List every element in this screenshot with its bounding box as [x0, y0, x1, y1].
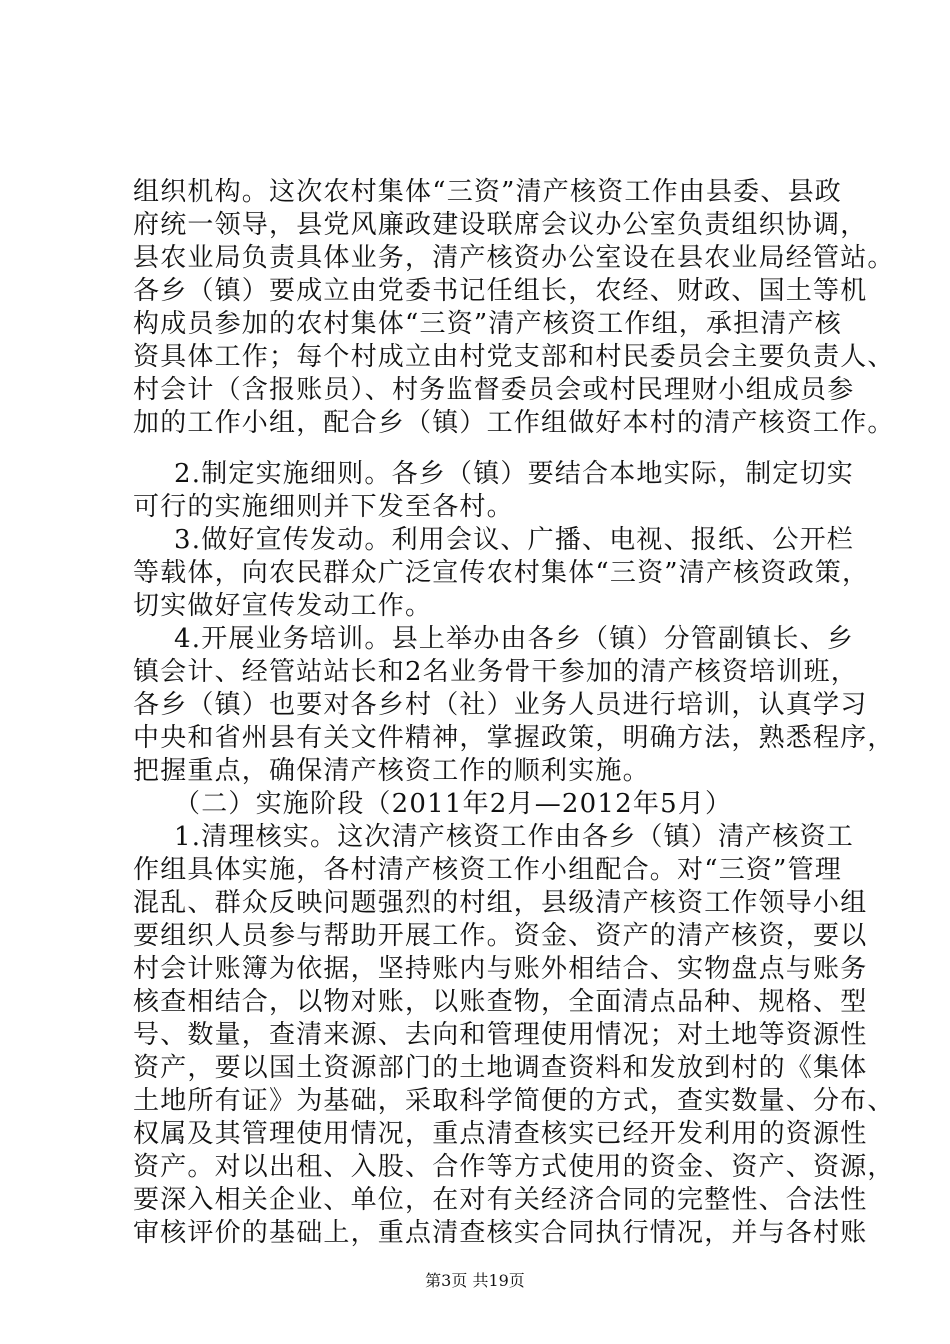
text-line: 资产，要以国土资源部门的土地调查资料和发放到村的《集体 [133, 1053, 868, 1083]
text-line: 府统一领导，县党风廉政建设联席会议办公室负责组织协调， [133, 210, 868, 240]
text-line: 把握重点，确保清产核资工作的顺利实施。 [133, 756, 650, 786]
text-line: 要组织人员参与帮助开展工作。资金、资产的清产核资，要以 [133, 921, 868, 951]
text-line: 资具体工作；每个村成立由村党支部和村民委员会主要负责人、 [133, 342, 895, 372]
text-line: 组织机构。这次农村集体“三资”清产核资工作由县委、县政 [133, 177, 842, 207]
text-line: 作组具体实施，各村清产核资工作小组配合。对“三资”管理 [133, 855, 842, 885]
paragraph-item-1: 1.清理核实。这次清产核资工作由各乡（镇）清产核资工 [174, 822, 855, 852]
text-line: 权属及其管理使用情况，重点清查核实已经开发利用的资源性 [133, 1119, 868, 1149]
paragraph-item-3: 3.做好宣传发动。利用会议、广播、电视、报纸、公开栏 [174, 525, 855, 555]
text-line: 资产。对以出租、入股、合作等方式使用的资金、资产、资源， [133, 1152, 895, 1182]
page-number-label: 第3页 共19页 [425, 1271, 525, 1290]
text-line: 切实做好宣传发动工作。 [133, 591, 433, 621]
text-line: 要深入相关企业、单位，在对有关经济合同的完整性、合法性 [133, 1185, 868, 1215]
section-heading: （二）实施阶段（2011年2月—2012年5月） [174, 789, 733, 819]
page-footer [0, 1270, 950, 1292]
text-line: 审核评价的基础上，重点清查核实合同执行情况，并与各村账 [133, 1218, 868, 1248]
text-line: 构成员参加的农村集体“三资”清产核资工作组，承担清产核 [133, 309, 842, 339]
text-line: 号、数量，查清来源、去向和管理使用情况；对土地等资源性 [133, 1020, 868, 1050]
text-line: 加的工作小组，配合乡（镇）工作组做好本村的清产核资工作。 [133, 408, 895, 438]
text-line: 县农业局负责具体业务，清产核资办公室设在县农业局经管站。 [133, 243, 895, 273]
text-line: 中央和省州县有关文件精神，掌握政策，明确方法，熟悉程序， [133, 723, 895, 753]
text-line: 混乱、群众反映问题强烈的村组，县级清产核资工作领导小组 [133, 888, 868, 918]
text-line: 镇会计、经管站站长和2名业务骨干参加的清产核资培训班， [133, 657, 858, 687]
text-line: 各乡（镇）要成立由党委书记任组长，农经、财政、国土等机 [133, 276, 868, 306]
paragraph-item-4: 4.开展业务培训。县上举办由各乡（镇）分管副镇长、乡 [174, 624, 855, 654]
text-line: 核查相结合，以物对账，以账查物，全面清点品种、规格、型 [133, 987, 868, 1017]
text-line: 土地所有证》为基础，采取科学简便的方式，查实数量、分布、 [133, 1086, 895, 1116]
text-line: 村会计账簿为依据，坚持账内与账外相结合、实物盘点与账务 [133, 954, 868, 984]
text-line: 可行的实施细则并下发至各村。 [133, 492, 514, 522]
paragraph-item-2: 2.制定实施细则。各乡（镇）要结合本地实际，制定切实 [174, 459, 855, 489]
text-line: 等载体，向农民群众广泛宣传农村集体“三资”清产核资政策， [133, 558, 870, 588]
text-line: 村会计（含报账员）、村务监督委员会或村民理财小组成员参 [133, 375, 855, 405]
text-line: 各乡（镇）也要对各乡村（社）业务人员进行培训，认真学习 [133, 690, 868, 720]
